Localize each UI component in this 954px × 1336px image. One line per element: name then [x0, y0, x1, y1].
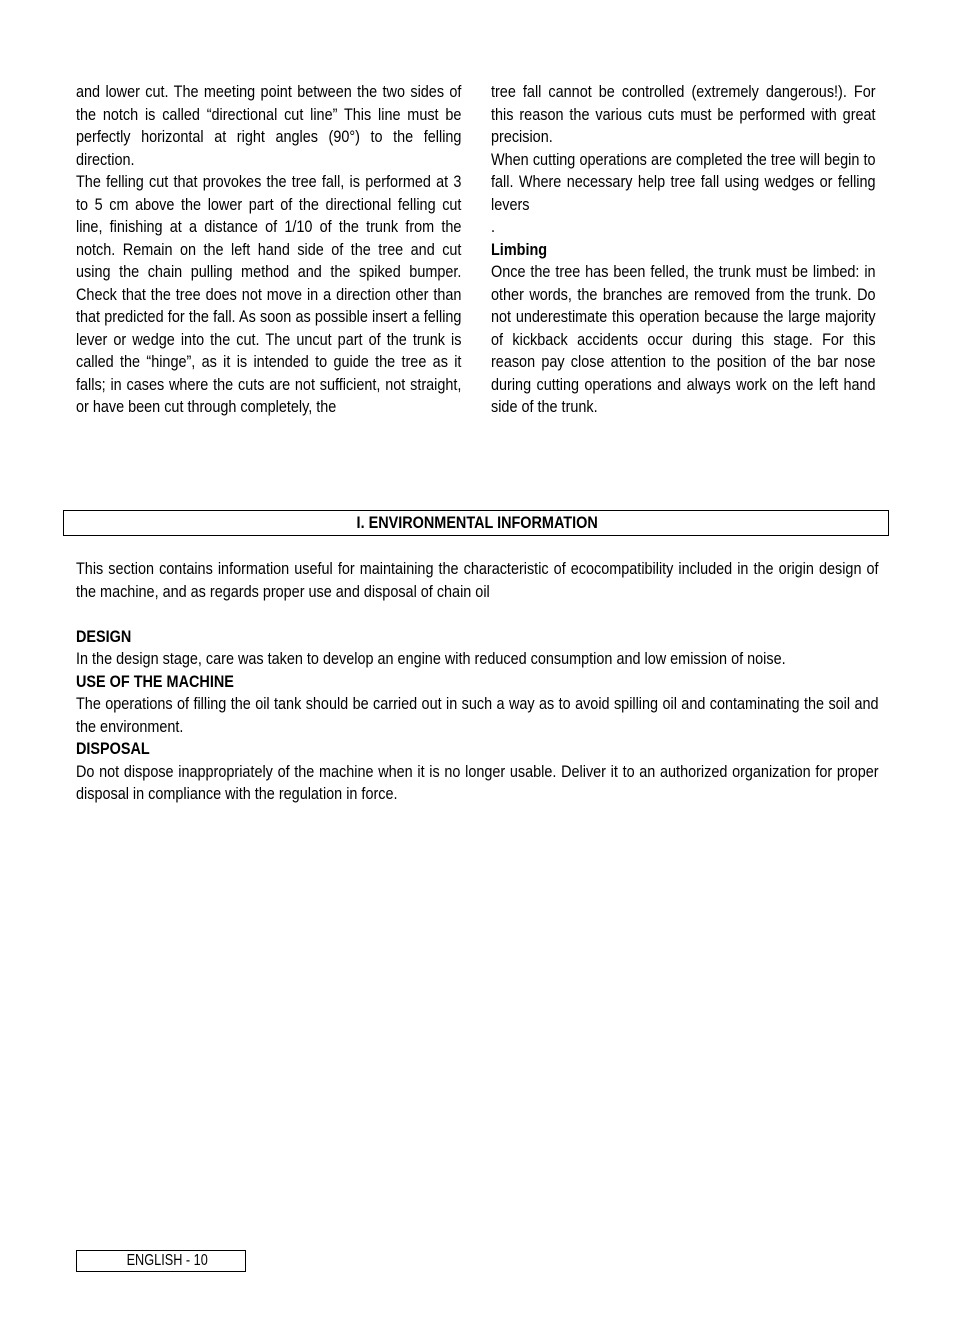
page-number-label: ENGLISH - 10 — [126, 1252, 208, 1269]
use-of-machine-paragraph: The operations of filling the oil tank should be carried out in such a way as to avoid spilling oil and contaminating the soil and the environment. — [76, 695, 879, 736]
stray-dot: . — [491, 218, 496, 236]
right-text-column — [491, 81, 876, 419]
environmental-info-section — [76, 558, 879, 806]
disposal-paragraph: Do not dispose inappropriately of the machine when it is no longer usable. Deliver it to an authorized organization for proper disposal in compliance with the regulation in force. — [76, 762, 879, 803]
design-paragraph: In the design stage, care was taken to develop an engine with reduced consumption and low emission of noise. — [76, 650, 786, 668]
section-title: I. ENVIRONMENTAL INFORMATION — [356, 514, 598, 532]
use-of-machine-heading: USE OF THE MACHINE — [76, 672, 234, 691]
felling-notch-paragraph: and lower cut. The meeting point between the two sides of the notch is called “directional cut line” This line must be perfectly horizontal at right angles (90°) to the felling direction. — [76, 83, 462, 169]
felling-cut-paragraph: The felling cut that provokes the tree fall, is performed at 3 to 5 cm above the lower part of the directional felling cut line, finishing at a distance of 1/10 of the trunk from the notch. Remain on the left hand side of the tree and cut using the chain pulling method and the spiked bumper. Check that the tree does not move in a direction other than that predicted for the fall. As soon as possible insert a felling lever or wedge into the cut. The uncut part of the trunk is called the “hinge”, as it is intended to guide the tree as it falls; in cases where the cuts are not sufficient, not straight, or have been cut through completely, the — [76, 173, 462, 416]
disposal-heading: DISPOSAL — [76, 740, 150, 758]
left-text-column — [76, 81, 461, 419]
cutting-completed-paragraph: When cutting operations are completed the tree will begin to fall. Where necessary help tree fall using wedges or felling levers — [491, 150, 876, 214]
page-footer-box — [76, 1250, 246, 1272]
tree-fall-paragraph: tree fall cannot be controlled (extremely dangerous!). For this reason the various cuts must be performed with great precision. — [491, 83, 876, 146]
spacer — [76, 603, 879, 626]
design-heading: DESIGN — [76, 627, 132, 646]
environment-intro-paragraph: This section contains information useful for maintaining the characteristic of ecocompatibility included in the origin design of the machine, and as regards proper use and disposal of chain oil — [76, 560, 879, 601]
section-heading-box — [63, 510, 889, 536]
limbing-heading: Limbing — [491, 240, 548, 259]
limbing-paragraph: Once the tree has been felled, the trunk must be limbed: in other words, the branches are removed from the trunk. Do not underestimate this operation because the large majority of kickback accidents occur during this stage. For this reason pay close attention to the position of the bar nose during cutting operations and always work on the left hand side of the trunk. — [491, 263, 876, 416]
